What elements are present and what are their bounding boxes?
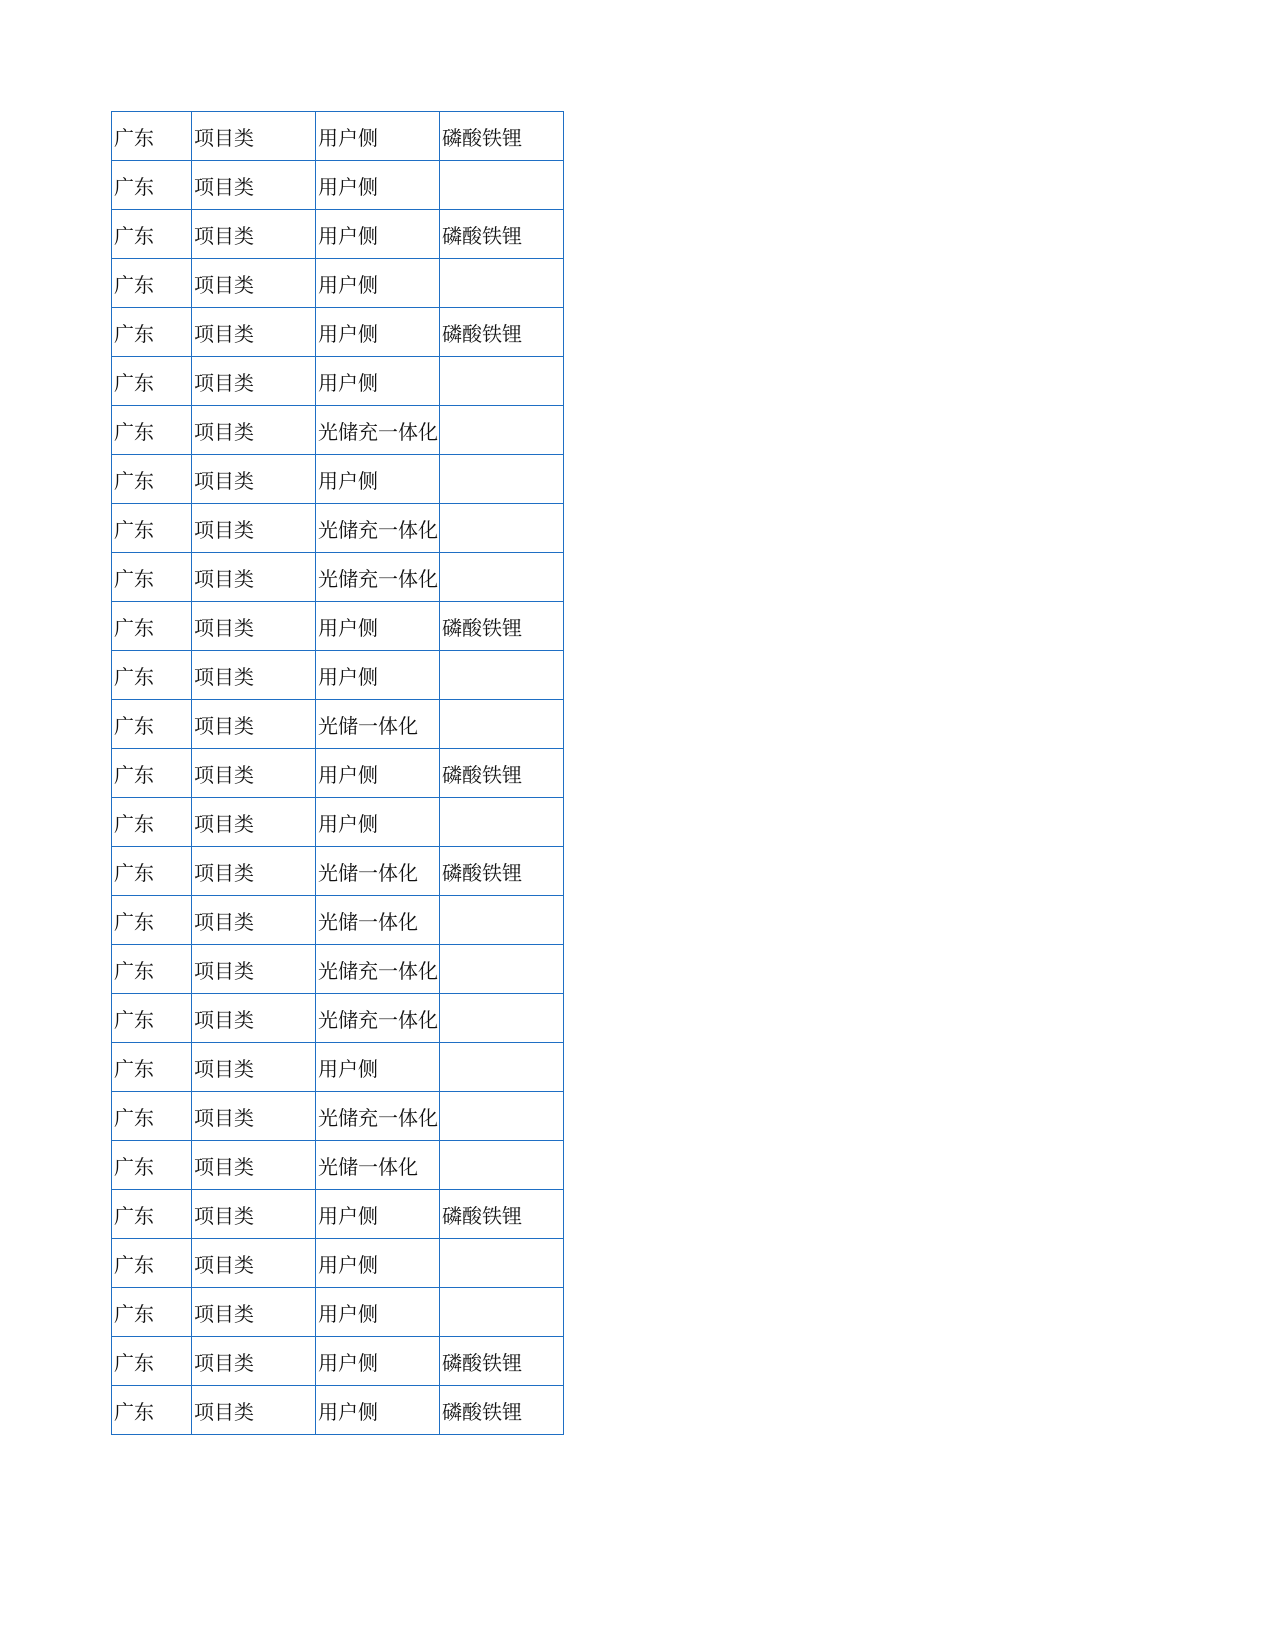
scenario-cell: 用户侧 (316, 308, 440, 357)
battery-type-cell (440, 994, 564, 1043)
battery-type-cell (440, 700, 564, 749)
category-cell: 项目类 (192, 406, 316, 455)
region-cell: 广东 (112, 210, 192, 259)
scenario-cell: 光储一体化 (316, 896, 440, 945)
category-cell: 项目类 (192, 945, 316, 994)
table-row (112, 1190, 564, 1239)
region-cell: 广东 (112, 259, 192, 308)
battery-type-cell (440, 651, 564, 700)
scenario-cell: 光储充一体化 (316, 504, 440, 553)
battery-type-cell: 磷酸铁锂 (440, 602, 564, 651)
scenario-cell: 用户侧 (316, 1043, 440, 1092)
battery-type-cell (440, 553, 564, 602)
category-cell: 项目类 (192, 1288, 316, 1337)
scenario-cell: 用户侧 (316, 1190, 440, 1239)
battery-type-cell: 磷酸铁锂 (440, 112, 564, 161)
region-cell: 广东 (112, 553, 192, 602)
category-cell: 项目类 (192, 1337, 316, 1386)
region-cell: 广东 (112, 945, 192, 994)
category-cell: 项目类 (192, 259, 316, 308)
region-cell: 广东 (112, 1337, 192, 1386)
table-row (112, 1141, 564, 1190)
scenario-cell: 用户侧 (316, 651, 440, 700)
battery-type-cell (440, 896, 564, 945)
battery-type-cell (440, 504, 564, 553)
region-cell: 广东 (112, 455, 192, 504)
region-cell: 广东 (112, 994, 192, 1043)
scenario-cell: 用户侧 (316, 112, 440, 161)
category-cell: 项目类 (192, 357, 316, 406)
scenario-cell: 用户侧 (316, 798, 440, 847)
region-cell: 广东 (112, 161, 192, 210)
scenario-cell: 用户侧 (316, 1288, 440, 1337)
battery-type-cell (440, 406, 564, 455)
table-row (112, 945, 564, 994)
battery-type-cell (440, 161, 564, 210)
table-row (112, 259, 564, 308)
table-row (112, 406, 564, 455)
category-cell: 项目类 (192, 994, 316, 1043)
battery-type-cell (440, 357, 564, 406)
category-cell: 项目类 (192, 700, 316, 749)
table-row (112, 210, 564, 259)
battery-type-cell (440, 798, 564, 847)
table-row (112, 1337, 564, 1386)
scenario-cell: 光储充一体化 (316, 994, 440, 1043)
scenario-cell: 用户侧 (316, 749, 440, 798)
category-cell: 项目类 (192, 1190, 316, 1239)
scenario-cell: 用户侧 (316, 210, 440, 259)
category-cell: 项目类 (192, 896, 316, 945)
battery-type-cell (440, 1092, 564, 1141)
category-cell: 项目类 (192, 112, 316, 161)
region-cell: 广东 (112, 847, 192, 896)
region-cell: 广东 (112, 749, 192, 798)
battery-type-cell: 磷酸铁锂 (440, 210, 564, 259)
battery-type-cell: 磷酸铁锂 (440, 1386, 564, 1435)
region-cell: 广东 (112, 308, 192, 357)
table-row (112, 357, 564, 406)
data-table (111, 111, 564, 1435)
category-cell: 项目类 (192, 798, 316, 847)
category-cell: 项目类 (192, 651, 316, 700)
region-cell: 广东 (112, 1239, 192, 1288)
category-cell: 项目类 (192, 210, 316, 259)
table-row (112, 896, 564, 945)
region-cell: 广东 (112, 1141, 192, 1190)
table-row (112, 161, 564, 210)
region-cell: 广东 (112, 1386, 192, 1435)
category-cell: 项目类 (192, 1043, 316, 1092)
table-row (112, 1239, 564, 1288)
scenario-cell: 用户侧 (316, 1386, 440, 1435)
table-row (112, 749, 564, 798)
table-row (112, 994, 564, 1043)
battery-type-cell (440, 259, 564, 308)
region-cell: 广东 (112, 700, 192, 749)
scenario-cell: 用户侧 (316, 455, 440, 504)
table-row (112, 602, 564, 651)
category-cell: 项目类 (192, 1141, 316, 1190)
category-cell: 项目类 (192, 455, 316, 504)
table-row (112, 1386, 564, 1435)
battery-type-cell: 磷酸铁锂 (440, 749, 564, 798)
table-row (112, 504, 564, 553)
table-row (112, 455, 564, 504)
battery-type-cell (440, 455, 564, 504)
battery-type-cell: 磷酸铁锂 (440, 308, 564, 357)
region-cell: 广东 (112, 112, 192, 161)
category-cell: 项目类 (192, 1386, 316, 1435)
table-body (112, 112, 564, 1435)
region-cell: 广东 (112, 1043, 192, 1092)
region-cell: 广东 (112, 1190, 192, 1239)
scenario-cell: 光储充一体化 (316, 945, 440, 994)
region-cell: 广东 (112, 1288, 192, 1337)
battery-type-cell: 磷酸铁锂 (440, 847, 564, 896)
table-row (112, 308, 564, 357)
battery-type-cell: 磷酸铁锂 (440, 1337, 564, 1386)
scenario-cell: 光储充一体化 (316, 406, 440, 455)
scenario-cell: 光储一体化 (316, 1141, 440, 1190)
category-cell: 项目类 (192, 749, 316, 798)
category-cell: 项目类 (192, 602, 316, 651)
battery-type-cell (440, 945, 564, 994)
region-cell: 广东 (112, 504, 192, 553)
region-cell: 广东 (112, 602, 192, 651)
scenario-cell: 光储一体化 (316, 700, 440, 749)
table-row (112, 553, 564, 602)
region-cell: 广东 (112, 357, 192, 406)
category-cell: 项目类 (192, 1092, 316, 1141)
battery-type-cell (440, 1043, 564, 1092)
scenario-cell: 用户侧 (316, 602, 440, 651)
table-row (112, 847, 564, 896)
region-cell: 广东 (112, 798, 192, 847)
table-row (112, 1092, 564, 1141)
category-cell: 项目类 (192, 847, 316, 896)
scenario-cell: 光储充一体化 (316, 553, 440, 602)
region-cell: 广东 (112, 896, 192, 945)
battery-type-cell (440, 1141, 564, 1190)
table-row (112, 112, 564, 161)
scenario-cell: 用户侧 (316, 1239, 440, 1288)
category-cell: 项目类 (192, 1239, 316, 1288)
table-row (112, 700, 564, 749)
battery-type-cell (440, 1288, 564, 1337)
table-row (112, 1288, 564, 1337)
category-cell: 项目类 (192, 553, 316, 602)
table-row (112, 651, 564, 700)
category-cell: 项目类 (192, 308, 316, 357)
battery-type-cell: 磷酸铁锂 (440, 1190, 564, 1239)
region-cell: 广东 (112, 406, 192, 455)
scenario-cell: 用户侧 (316, 259, 440, 308)
scenario-cell: 用户侧 (316, 161, 440, 210)
category-cell: 项目类 (192, 161, 316, 210)
scenario-cell: 用户侧 (316, 357, 440, 406)
scenario-cell: 用户侧 (316, 1337, 440, 1386)
battery-type-cell (440, 1239, 564, 1288)
scenario-cell: 光储一体化 (316, 847, 440, 896)
category-cell: 项目类 (192, 504, 316, 553)
table-row (112, 1043, 564, 1092)
scenario-cell: 光储充一体化 (316, 1092, 440, 1141)
region-cell: 广东 (112, 651, 192, 700)
table-row (112, 798, 564, 847)
region-cell: 广东 (112, 1092, 192, 1141)
